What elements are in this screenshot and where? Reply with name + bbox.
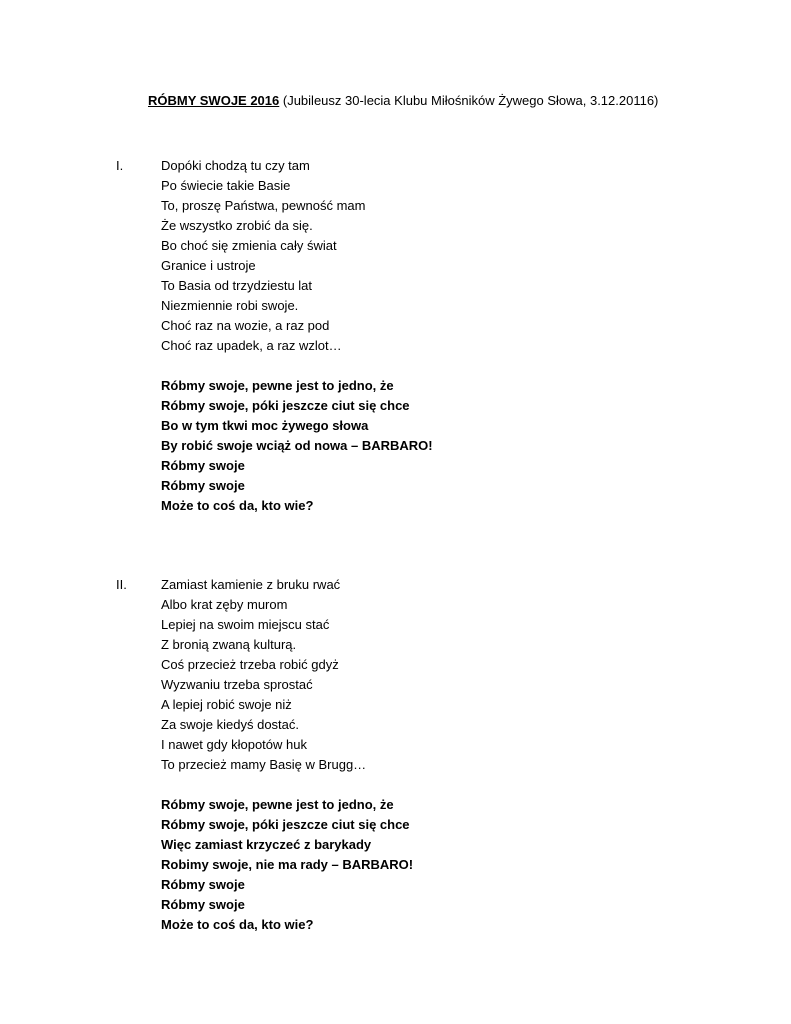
verse-line: Za swoje kiedyś dostać.: [161, 717, 300, 732]
verse-line: Bo choć się zmienia cały świat: [161, 238, 337, 253]
section-number: II.: [116, 577, 127, 592]
verse-line: To przecież mamy Basię w Brugg…: [161, 757, 367, 772]
chorus-line: Bo w tym tkwi moc żywego słowa: [161, 418, 369, 433]
chorus-line: Może to coś da, kto wie?: [161, 498, 314, 513]
chorus-line: Robimy swoje, nie ma rady – BARBARO!: [161, 857, 414, 872]
verse-line: Choć raz na wozie, a raz pod: [161, 318, 330, 333]
chorus-line: By robić swoje wciąż od nowa – BARBARO!: [161, 438, 433, 453]
chorus-line: Róbmy swoje: [161, 478, 245, 493]
chorus-line: Może to coś da, kto wie?: [161, 917, 314, 932]
verse-line: Wyzwaniu trzeba sprostać: [161, 677, 313, 692]
chorus-line: Róbmy swoje, póki jeszcze ciut się chce: [161, 398, 410, 413]
section-number: I.: [116, 158, 124, 173]
chorus-line: Róbmy swoje, pewne jest to jedno, że: [161, 797, 394, 812]
chorus-line: Róbmy swoje, pewne jest to jedno, że: [161, 378, 394, 393]
chorus-line: Róbmy swoje: [161, 458, 245, 473]
title-main: RÓBMY SWOJE 2016: [148, 93, 280, 108]
chorus-line: Róbmy swoje: [161, 877, 245, 892]
chorus-stanza: [161, 795, 701, 935]
verse-line: Lepiej na swoim miejscu stać: [161, 617, 330, 632]
verse-line: Niezmiennie robi swoje.: [161, 298, 299, 313]
verse-stanza: [161, 156, 701, 356]
verse-line: Albo krat zęby murom: [161, 597, 288, 612]
verse-line: Z bronią zwaną kulturą.: [161, 637, 297, 652]
verse-line: Zamiast kamienie z bruku rwać: [161, 577, 341, 592]
verse-line: I nawet gdy kłopotów huk: [161, 737, 307, 752]
chorus-line: Róbmy swoje: [161, 897, 245, 912]
verse-line: Że wszystko zrobić da się.: [161, 218, 313, 233]
chorus-line: Więc zamiast krzyczeć z barykady: [161, 837, 372, 852]
chorus-line: Róbmy swoje, póki jeszcze ciut się chce: [161, 817, 410, 832]
verse-line: Po świecie takie Basie: [161, 178, 291, 193]
chorus-stanza: [161, 376, 701, 516]
verse-stanza: [161, 575, 701, 775]
verse-line: To, proszę Państwa, pewność mam: [161, 198, 366, 213]
document-title: [148, 92, 658, 110]
section-lines: [161, 575, 701, 935]
verse-line: To Basia od trzydziestu lat: [161, 278, 313, 293]
verse-line: Choć raz upadek, a raz wzlot…: [161, 338, 342, 353]
verse-line: Coś przecież trzeba robić gdyż: [161, 657, 339, 672]
title-subtitle: (Jubileusz 30-lecia Klubu Miłośników Żywego Słowa, 3.12.20116): [279, 93, 659, 108]
verse-line: Dopóki chodzą tu czy tam: [161, 158, 310, 173]
section-lines: [161, 156, 701, 516]
verse-line: A lepiej robić swoje niż: [161, 697, 292, 712]
verse-line: Granice i ustroje: [161, 258, 256, 273]
